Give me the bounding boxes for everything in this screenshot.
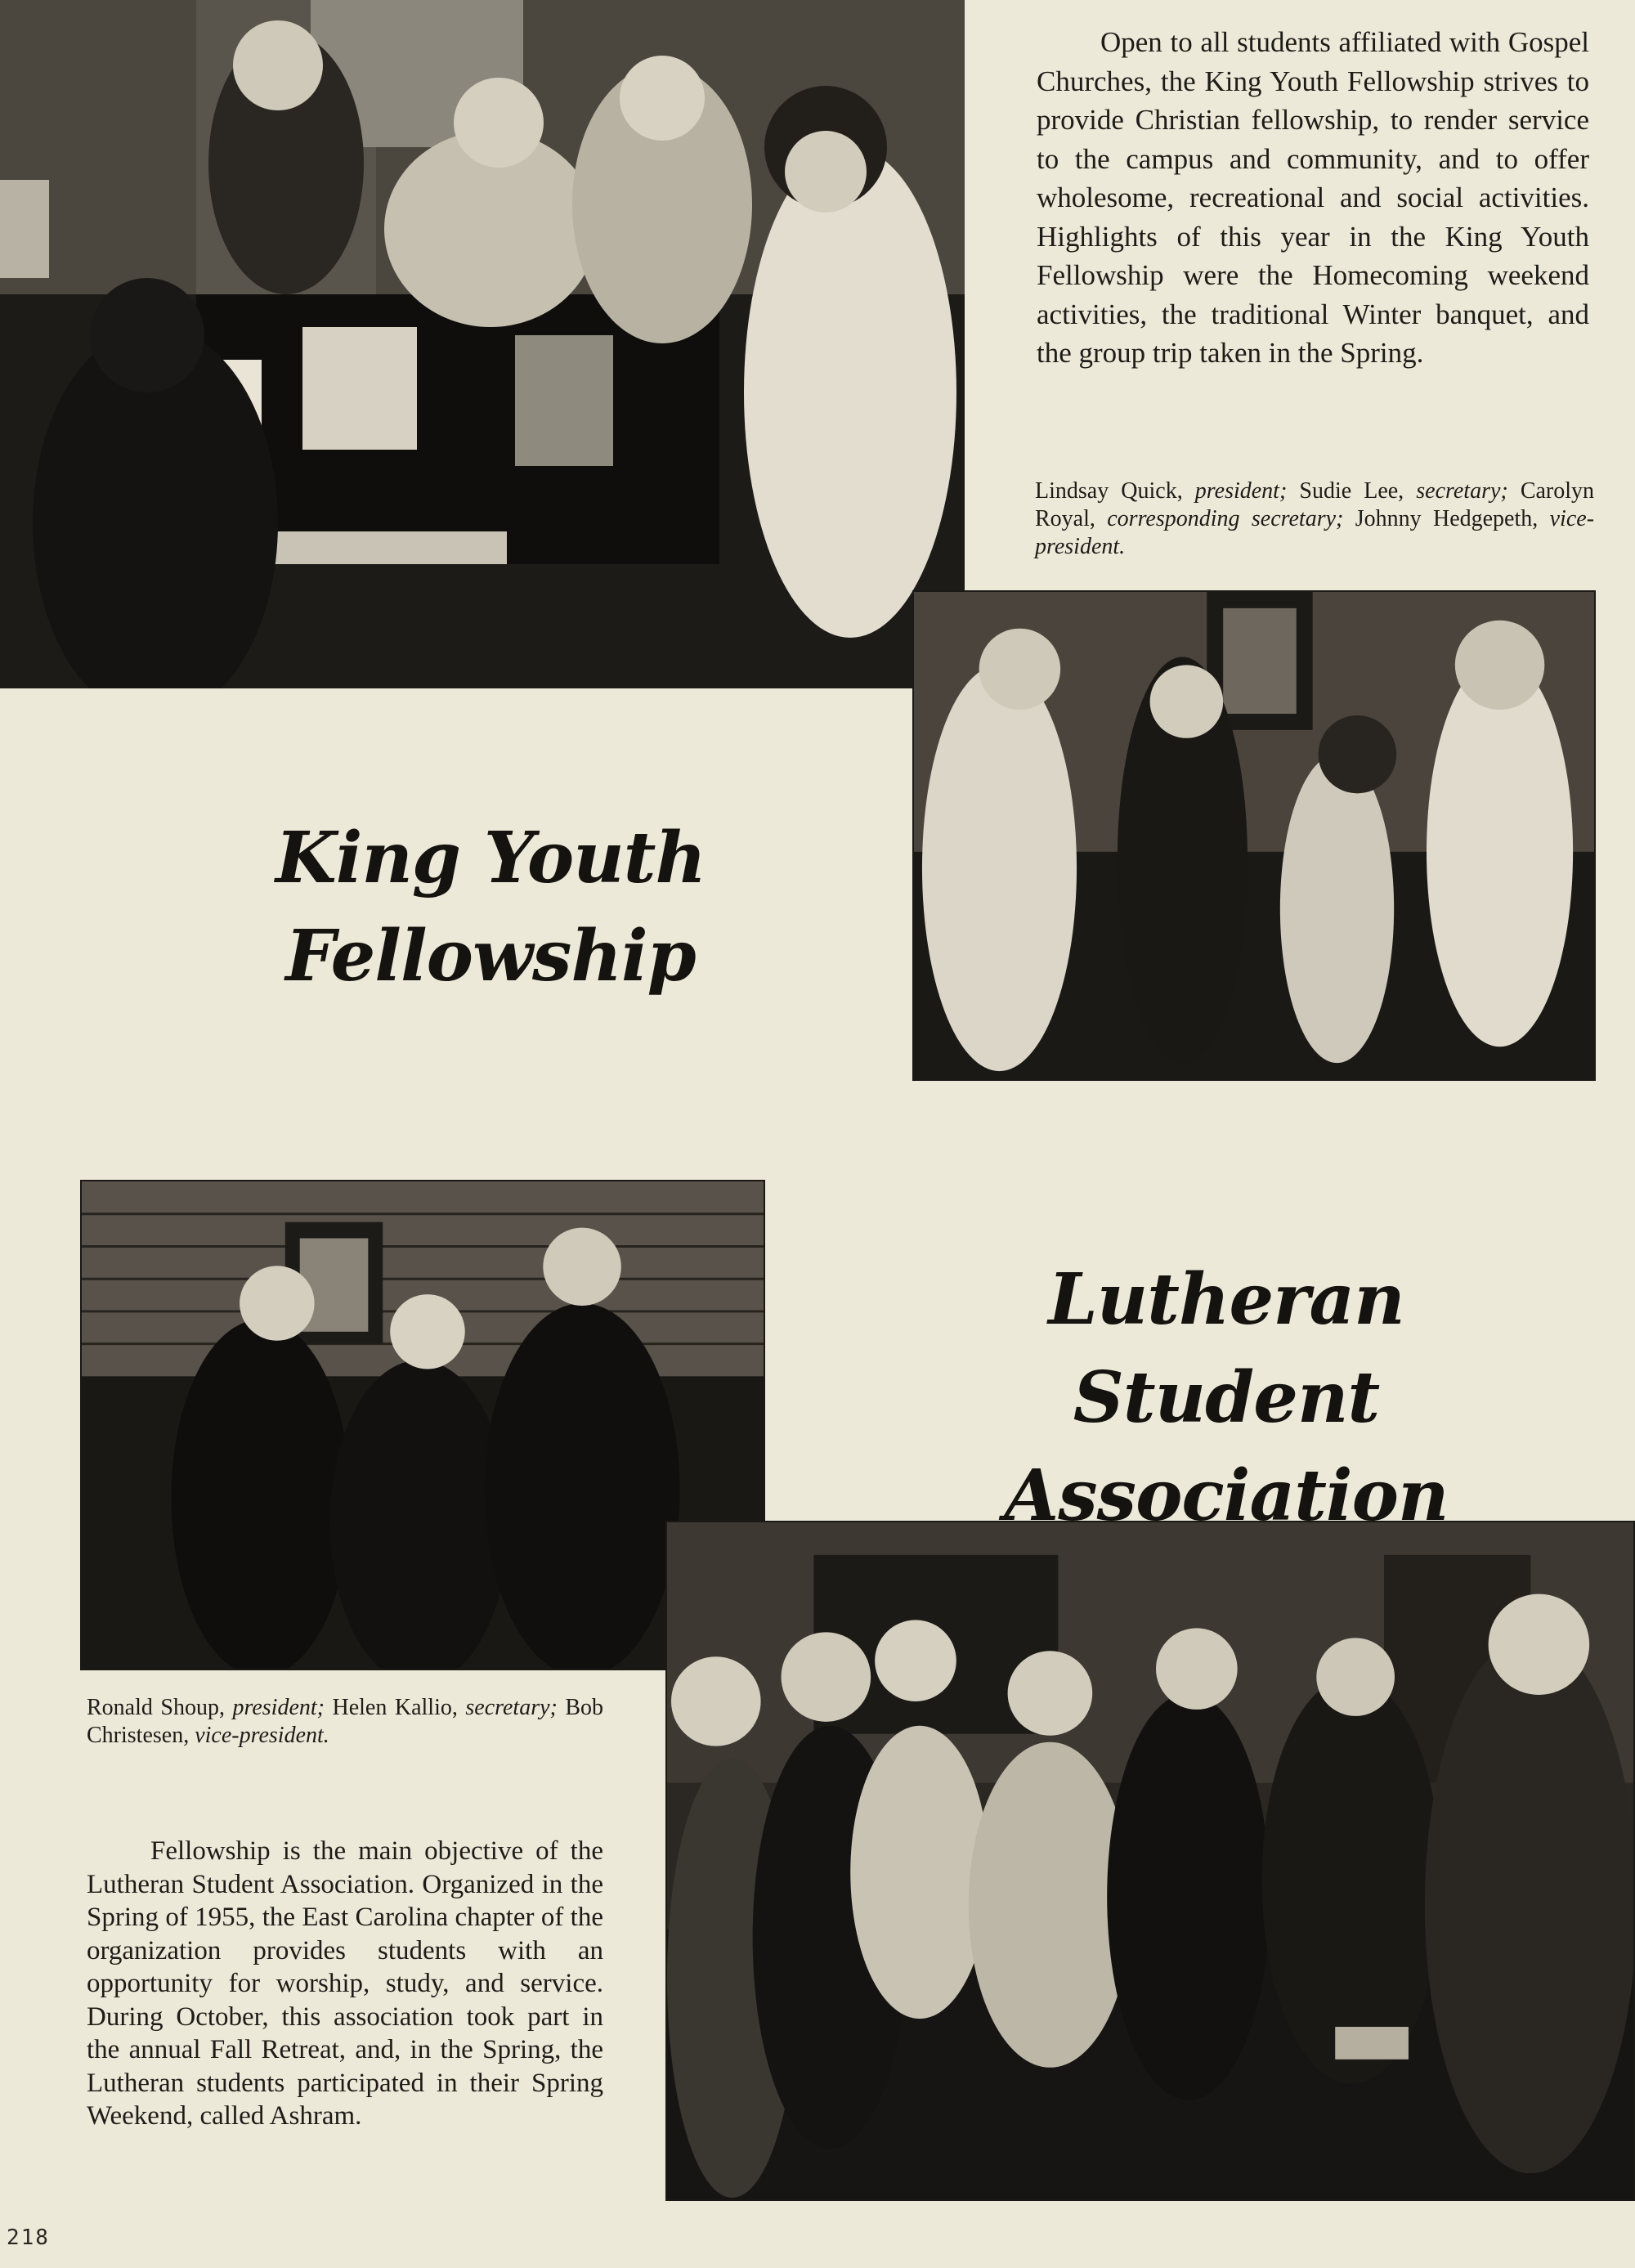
officer-name: Ronald Shoup, xyxy=(87,1695,225,1720)
photo-lutheran-officers xyxy=(80,1180,765,1670)
officer-role: president; xyxy=(232,1695,325,1720)
page-number: 218 xyxy=(7,2225,50,2250)
piano-group-photo xyxy=(0,0,965,688)
officer-role: vice-president. xyxy=(1035,506,1595,559)
lutheran-title xyxy=(899,1251,1553,1545)
photo-king-youth-officers xyxy=(912,590,1596,1081)
king-youth-title-line2: Fellowship xyxy=(285,915,696,997)
lutheran-description: Fellowship is the main objective of the Lutheran Student Association. Organized in the Spring of 1955, the East Carolina chapter of the organization provides students with an opportunity for worship, study, and service. During October, this association took part in the annual Fall Retreat, and, in the Spring, the Lutheran students participated in their Spring Weekend, called Ashram. xyxy=(87,1836,603,2131)
lutheran-title-line1: Lutheran Student xyxy=(1048,1258,1404,1439)
officer-name: Johnny Hedgepeth, xyxy=(1355,506,1539,531)
officer-role: secretary; xyxy=(465,1695,558,1720)
officer-name: Sudie Lee, xyxy=(1299,478,1404,504)
king-youth-title xyxy=(204,809,777,1006)
photo-king-youth-piano xyxy=(0,0,965,688)
officer-name: Carolyn Royal, xyxy=(1035,478,1595,531)
lutheran-group-photo xyxy=(667,1522,1633,2199)
officer-role: president; xyxy=(1194,478,1288,504)
officer-name: Helen Kallio, xyxy=(332,1695,458,1720)
officer-name: Bob Christesen, xyxy=(87,1695,604,1748)
officer-role: corresponding secretary; xyxy=(1107,506,1344,531)
king-youth-officers-caption xyxy=(1035,477,1594,561)
photo-lutheran-group xyxy=(665,1521,1635,2201)
lutheran-officers-caption xyxy=(87,1694,603,1750)
officer-role: vice-president. xyxy=(195,1723,329,1748)
officer-role: secretary; xyxy=(1416,478,1508,504)
lutheran-title-line2: Association xyxy=(1004,1454,1449,1537)
lutheran-officers-photo xyxy=(82,1181,764,1669)
king-youth-title-line1: King Youth xyxy=(275,817,706,899)
king-youth-description: Open to all students affiliated with Gospel Churches, the King Youth Fellowship strives to provide Christian fellowship, to render service to the campus and community, and to offer wholesome, recreational and social activities. Highlights of this year in the King Youth Fellowship were the Homecoming weekend activities, the traditional Winter banquet, and the group trip taken in the Spring. xyxy=(1037,26,1589,369)
officer-name: Lindsay Quick, xyxy=(1035,478,1183,504)
officers-standing-photo xyxy=(914,592,1594,1079)
